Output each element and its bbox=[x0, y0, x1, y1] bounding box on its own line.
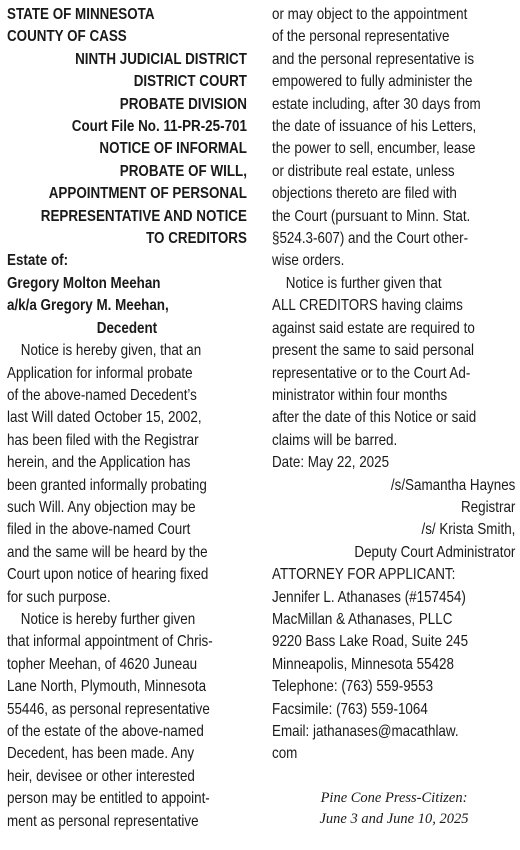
administrator-signature: /s/ Krista Smith, bbox=[421, 521, 516, 539]
county-line: COUNTY OF CASS bbox=[7, 28, 127, 46]
text-line: of the above-named Decedent’s bbox=[7, 386, 197, 404]
text-line: the Court (pursuant to Minn. Stat. bbox=[272, 207, 471, 225]
division-line: PROBATE DIVISION bbox=[119, 95, 247, 113]
publication-paper: Pine Cone Press-Citizen: bbox=[320, 790, 468, 806]
attorney-address-street: 9220 Bass Lake Road, Suite 245 bbox=[272, 633, 469, 651]
text-line: has been filed with the Registrar bbox=[7, 431, 199, 449]
text-line: and the personal representative is bbox=[272, 50, 475, 68]
attorney-telephone: Telephone: (763) 559-9553 bbox=[272, 678, 434, 696]
text-line: herein, and the Application has bbox=[7, 454, 191, 472]
decedent-aka: a/k/a Gregory M. Meehan, bbox=[7, 297, 169, 315]
text-line: and the same will be heard by the bbox=[7, 543, 208, 561]
court-file-number: Court File No. 11-PR-25-701 bbox=[71, 118, 247, 136]
text-line: against said estate are required to bbox=[272, 319, 475, 337]
text-line: estate including, after 30 days from bbox=[272, 95, 481, 113]
text-line: for such purpose. bbox=[7, 588, 111, 606]
text-line: last Will dated October 15, 2002, bbox=[7, 409, 202, 427]
text-line: wise orders. bbox=[272, 252, 345, 270]
decedent-name: Gregory Molton Meehan bbox=[7, 274, 161, 292]
text-line: representative or to the Court Ad- bbox=[272, 364, 471, 382]
attorney-block bbox=[272, 564, 515, 766]
court-line: DISTRICT COURT bbox=[133, 73, 247, 91]
text-line: present the same to said personal bbox=[272, 342, 475, 360]
text-line: ment as personal representative bbox=[7, 812, 199, 830]
text-line: of the estate of the above-named bbox=[7, 723, 204, 740]
text-line: Application for informal probate bbox=[7, 364, 193, 382]
paragraph-creditors bbox=[272, 273, 515, 452]
notice-title-line: TO CREDITORS bbox=[146, 230, 247, 248]
notice-title-line: NOTICE OF INFORMAL bbox=[99, 140, 247, 158]
attorney-email-continued: com bbox=[272, 745, 298, 763]
notice-title-line: REPRESENTATIVE AND NOTICE bbox=[40, 207, 247, 225]
registrar-signature: /s/Samantha Haynes bbox=[390, 476, 516, 494]
text-line: the date of issuance of his Letters, bbox=[272, 118, 477, 136]
text-line: claims will be barred. bbox=[272, 431, 398, 449]
text-line: or distribute real estate, unless bbox=[272, 162, 455, 180]
text-line: ministrator within four months bbox=[272, 386, 448, 404]
text-line: person may be entitled to appoint- bbox=[7, 790, 210, 808]
decedent-role: Decedent bbox=[96, 319, 158, 337]
text-line: Notice is further given that bbox=[285, 274, 442, 292]
text-line: topher Meehan, of 4620 Juneau bbox=[7, 655, 198, 673]
text-line: heir, devisee or other interested bbox=[7, 767, 195, 785]
estate-label: Estate of: bbox=[7, 252, 69, 270]
administrator-title: Deputy Court Administrator bbox=[354, 543, 516, 561]
district-line: NINTH JUDICIAL DISTRICT bbox=[75, 50, 247, 68]
text-line: after the date of this Notice or said bbox=[272, 409, 477, 427]
attorney-heading: ATTORNEY FOR APPLICANT: bbox=[272, 566, 456, 584]
registrar-title: Registrar bbox=[460, 498, 516, 516]
text-line: or may object to the appointment bbox=[272, 6, 468, 23]
left-column bbox=[7, 4, 247, 833]
publication-credit bbox=[272, 788, 516, 830]
text-line: the power to sell, encumber, lease bbox=[272, 140, 476, 158]
text-line: filed in the above-named Court bbox=[7, 521, 191, 539]
text-line: §524.3-607) and the Court other- bbox=[272, 230, 469, 248]
text-line: that informal appointment of Chris- bbox=[7, 633, 213, 651]
paragraph-probate bbox=[7, 340, 247, 609]
state-line: STATE OF MINNESOTA bbox=[7, 6, 155, 23]
attorney-email: Email: jathanases@macathlaw. bbox=[272, 723, 459, 740]
text-line: such Will. Any objection may be bbox=[7, 498, 196, 516]
attorney-name: Jennifer L. Athanases (#157454) bbox=[272, 588, 466, 606]
notice-title-line: PROBATE OF WILL, bbox=[119, 162, 247, 180]
notice-date: Date: May 22, 2025 bbox=[272, 454, 390, 472]
attorney-facsimile: Facsimile: (763) 559-1064 bbox=[272, 700, 428, 718]
paragraph-appointment-part1 bbox=[7, 609, 247, 833]
right-column bbox=[272, 4, 515, 766]
text-line: 55446, as personal representative bbox=[7, 700, 210, 718]
text-line: ALL CREDITORS having claims bbox=[272, 297, 463, 315]
attorney-firm: MacMillan & Athanases, PLLC bbox=[272, 610, 453, 628]
text-line: Decedent, has been made. Any bbox=[7, 745, 195, 763]
text-line: Court upon notice of hearing fixed bbox=[7, 566, 209, 584]
notice-title-line: APPOINTMENT OF PERSONAL bbox=[48, 185, 247, 203]
text-line: been granted informally probating bbox=[7, 476, 207, 494]
text-line: of the personal representative bbox=[272, 28, 450, 46]
text-line: empowered to fully administer the bbox=[272, 73, 473, 91]
text-line: Lane North, Plymouth, Minnesota bbox=[7, 678, 207, 696]
attorney-address-city: Minneapolis, Minnesota 55428 bbox=[272, 655, 454, 673]
publication-dates: June 3 and June 10, 2025 bbox=[319, 811, 469, 827]
text-line: Notice is hereby given, that an bbox=[20, 342, 202, 360]
text-line: Notice is hereby further given bbox=[20, 610, 196, 628]
text-line: objections thereto are filed with bbox=[272, 185, 457, 203]
paragraph-appointment-part2 bbox=[272, 4, 515, 273]
